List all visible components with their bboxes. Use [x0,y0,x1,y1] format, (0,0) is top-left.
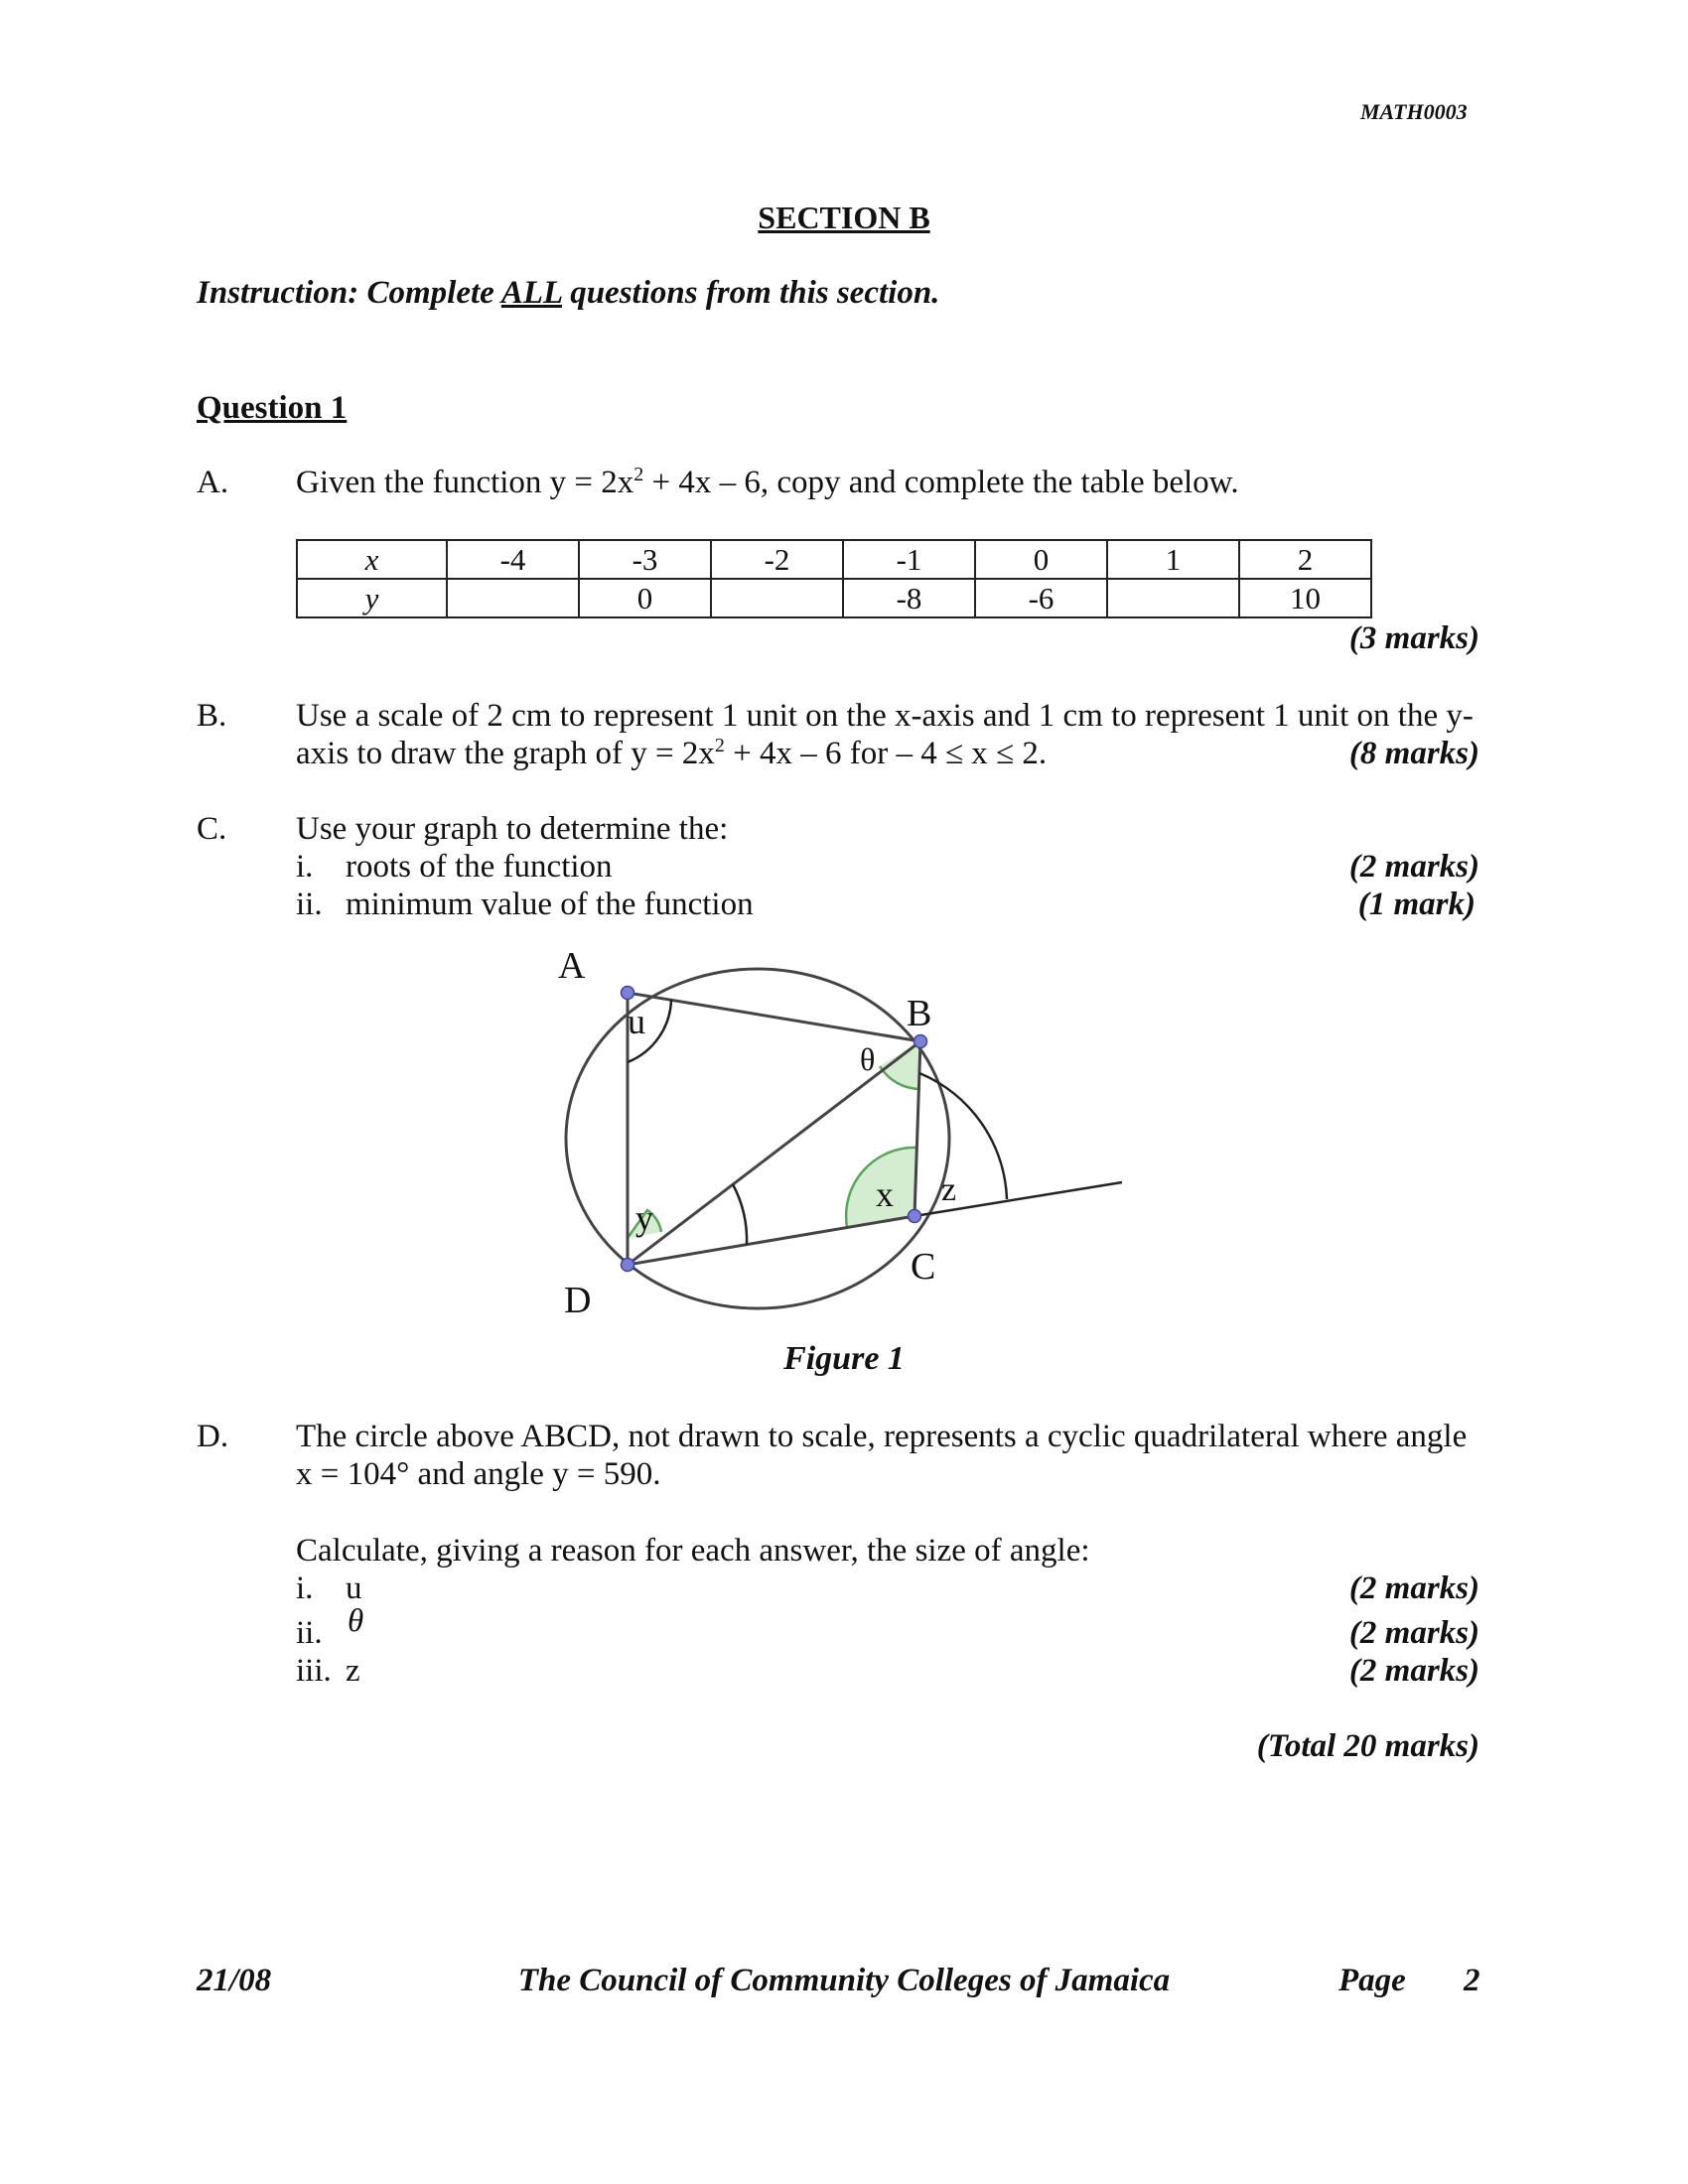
part-d-item-num: i. [296,1570,314,1606]
part-b-exponent: 2 [714,735,725,756]
table-cell: -3 [579,540,711,579]
instruction-emphasis: ALL [500,275,562,311]
part-a-exponent: 2 [633,464,644,485]
footer-page-number: 2 [1464,1963,1480,1998]
table-header-x: x [297,540,447,579]
part-a-label: A. [197,465,229,500]
footer-date: 21/08 [197,1963,272,1998]
part-b-line2-after: + 4x – 6 for – 4 ≤ x ≤ 2. [724,736,1048,771]
part-c-item-num: i. [296,849,314,885]
figure-caption: Figure 1 [783,1340,905,1377]
part-c-item-marks: (2 marks) [1348,849,1479,885]
part-d-item-num: iii. [296,1653,332,1689]
footer-institution: The Council of Community Colleges of Jamaica [517,1963,1171,1998]
part-d-label: D. [197,1419,229,1454]
part-c-item-text: minimum value of the function [346,887,754,922]
instruction-text-before: Instruction: Complete [197,275,501,311]
part-d-item-text: θ [348,1603,364,1639]
angle-theta-shade [880,1041,920,1089]
part-c-item-marks: (1 mark) [1357,887,1476,922]
point-a [622,987,634,1000]
part-b-line1: Use a scale of 2 cm to represent 1 unit on the x-axis and 1 cm to represent 1 unit on the y- [296,698,1474,734]
part-a-text-before: Given the function y = 2x [296,465,634,500]
question-title: Question 1 [197,390,348,426]
label-c: C [911,1246,936,1288]
part-d-item-marks: (2 marks) [1348,1570,1479,1606]
part-b-marks: (8 marks) [1348,736,1479,771]
part-d-line1: The circle above ABCD, not drawn to scale, represents a cyclic quadrilateral where angle [296,1419,1468,1454]
part-c-label: C. [197,811,227,847]
table-cell: 10 [1239,579,1371,617]
table-cell: 2 [1239,540,1371,579]
table-cell: -2 [711,540,843,579]
point-b [914,1035,927,1048]
part-a-text-after: + 4x – 6, copy and complete the table below. [643,465,1239,500]
table-cell: 1 [1107,540,1239,579]
table-cell: -6 [975,579,1107,617]
part-a-marks: (3 marks) [1348,620,1479,656]
part-d-item-text: z [346,1653,360,1689]
part-c-item-text: roots of the function [346,849,613,885]
angle-label-theta: θ [860,1041,876,1077]
part-b-line2-before: axis to draw the graph of y = 2x [296,736,715,771]
point-c [909,1210,921,1223]
table-cell: -8 [843,579,975,617]
angle-bdc-arc [733,1184,747,1245]
exam-code: MATH0003 [1360,99,1468,124]
part-c-intro: Use your graph to determine the: [296,811,729,847]
part-d-item-marks: (2 marks) [1348,1615,1479,1651]
circle [566,969,949,1308]
part-d-calc-intro: Calculate, giving a reason for each answer, the size of angle: [296,1533,1090,1569]
angle-label-z: z [941,1171,957,1208]
table-cell: 0 [975,540,1107,579]
table-cell: -4 [447,540,579,579]
table-header-y: y [297,579,447,617]
label-d: D [564,1280,592,1321]
part-b-label: B. [197,698,227,734]
table-cell: -1 [843,540,975,579]
instruction-text-after: questions from this section. [561,275,940,311]
part-d-line2: x = 104° and angle y = 590. [296,1456,661,1492]
angle-z-arc [919,1073,1007,1199]
angle-label-y: y [635,1198,653,1238]
part-d-item-num: ii. [296,1615,323,1651]
table-cell: 0 [579,579,711,617]
angle-label-x: x [876,1174,894,1214]
part-c-item-num: ii. [296,887,323,922]
part-d-item-marks: (2 marks) [1348,1653,1479,1689]
total-marks: (Total 20 marks) [1256,1728,1479,1764]
side-cd [628,1216,914,1265]
footer-page-label: Page [1338,1963,1406,1998]
section-title: SECTION B [758,200,930,235]
angle-label-u: u [628,1002,645,1041]
point-d [622,1259,634,1272]
label-b: B [907,993,932,1034]
part-d-item-text: u [346,1570,362,1606]
diagonal-db [628,1041,920,1265]
label-a: A [558,945,586,987]
